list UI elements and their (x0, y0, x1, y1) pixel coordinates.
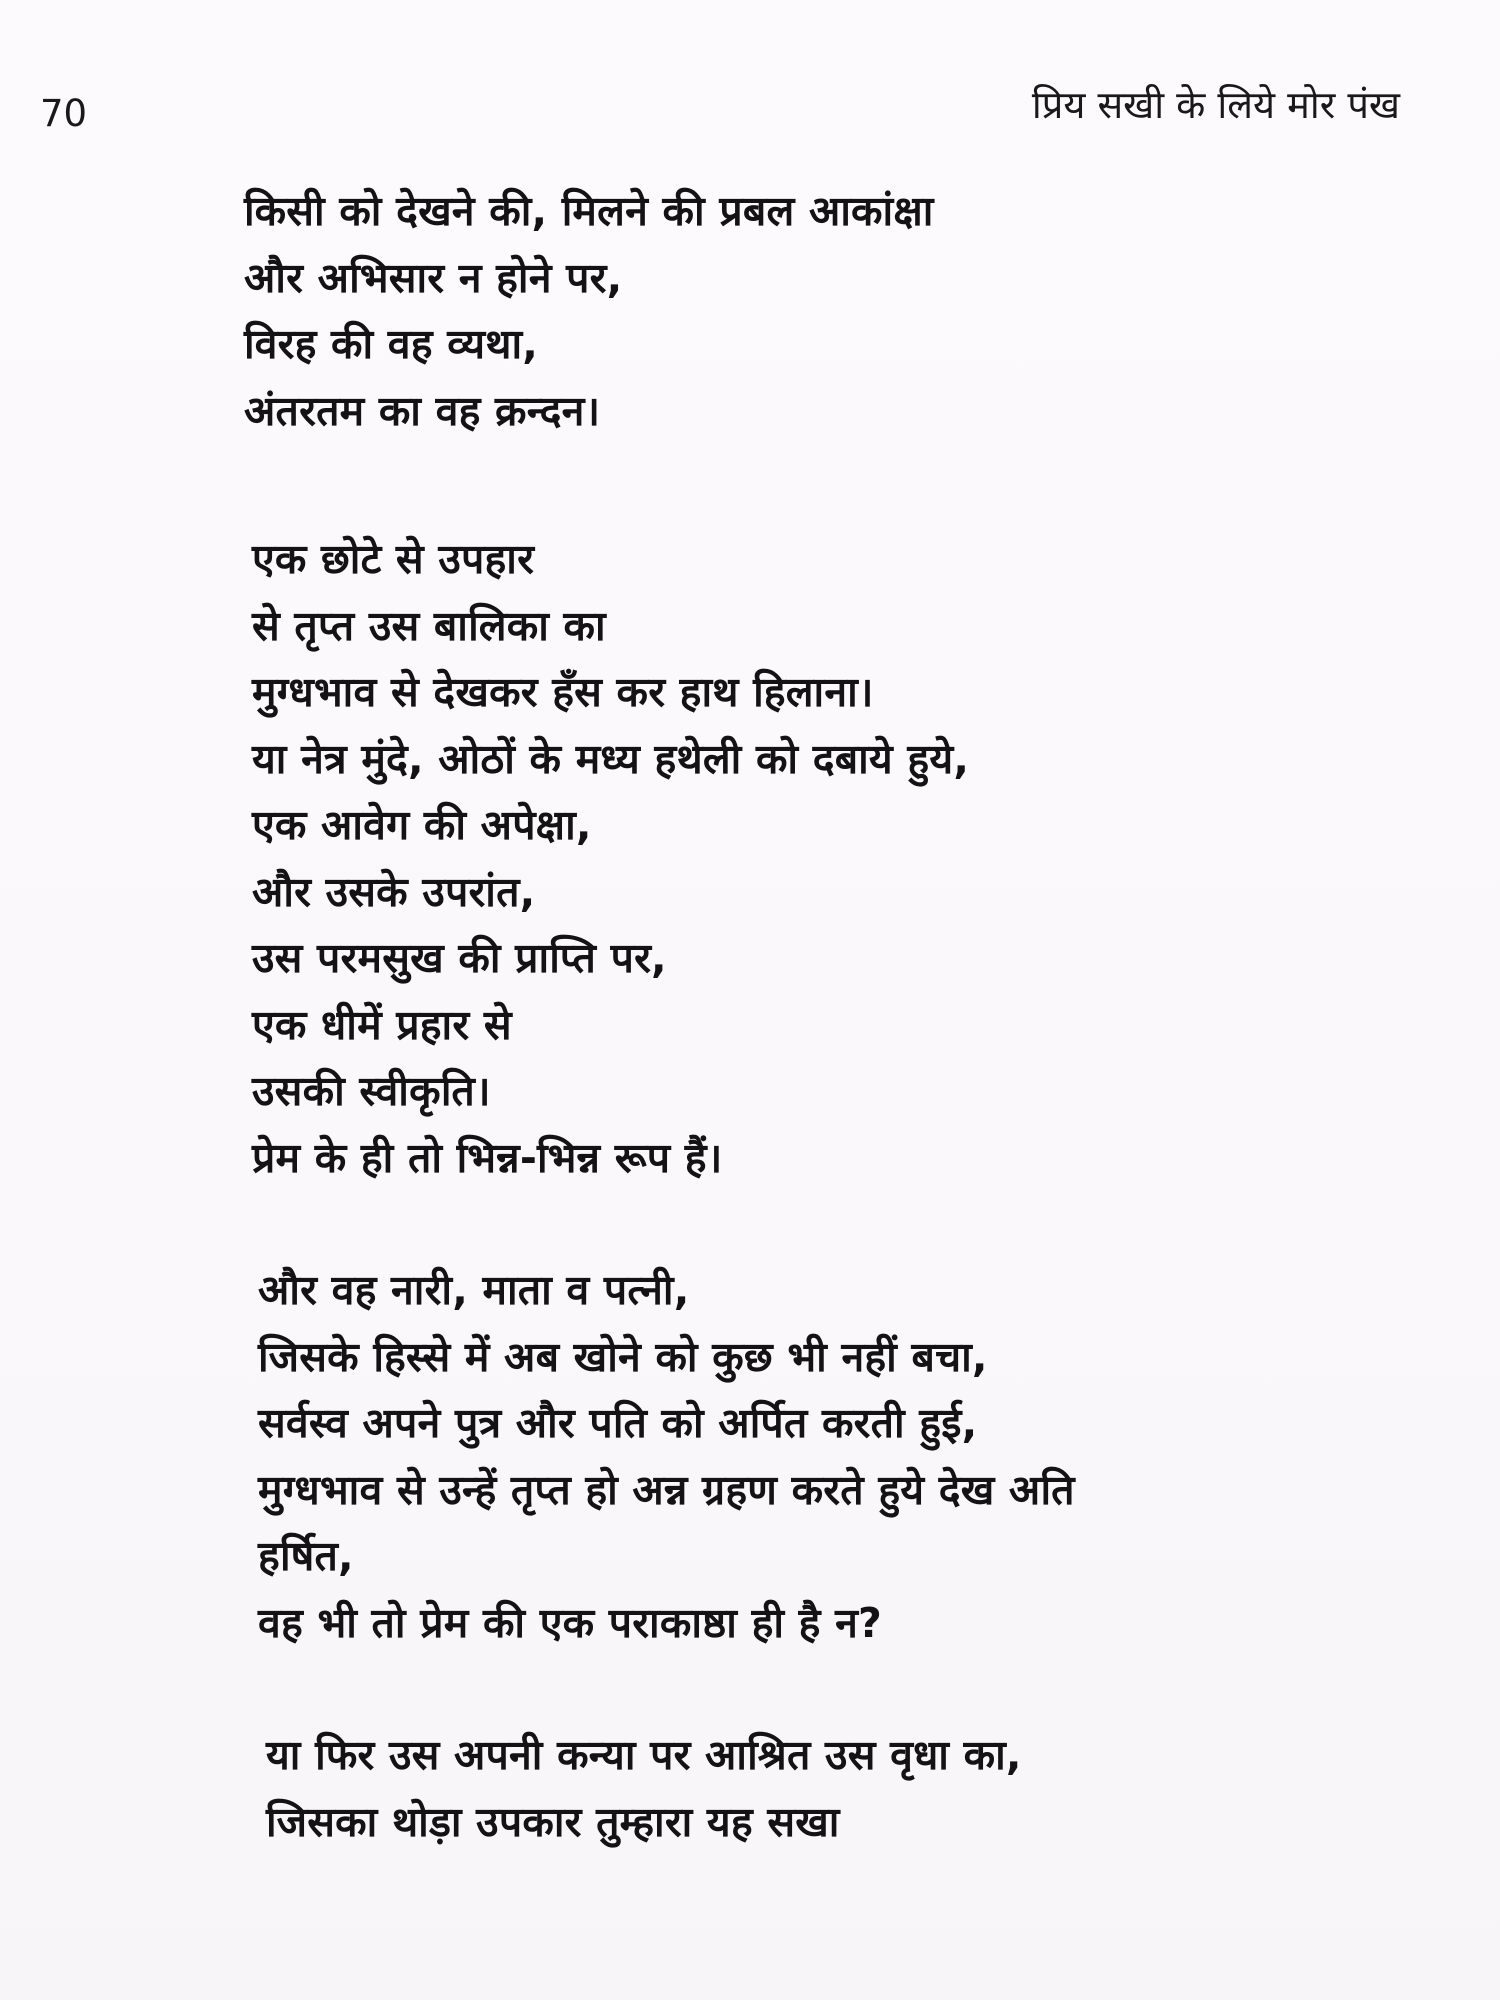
poem-line: या नेत्र मुंदे, ओठों के मध्य हथेली को दबाये हुये, (252, 734, 970, 783)
poem-line: से तृप्त उस बालिका का (252, 601, 606, 650)
poem-line: किसी को देखने की, मिलने की प्रबल आकांक्षा (244, 187, 934, 235)
poem-line: मुग्धभाव से देखकर हँस कर हाथ हिलाना। (252, 668, 874, 716)
stanza-1 (244, 178, 1444, 444)
poem-line: एक धीमें प्रहार से (252, 1000, 512, 1049)
poem-line: एक आवेग की अपेक्षा, (252, 801, 592, 849)
stanza-2 (252, 526, 1444, 1191)
poem-line: प्रेम के ही तो भिन्न-भिन्न रूप हैं। (252, 1133, 723, 1182)
poem-line: अंतरतम का वह क्रन्दन। (244, 386, 601, 435)
poem-body (244, 178, 1444, 1855)
stanza-4 (266, 1722, 1444, 1855)
poem-line: जिसके हिस्से में अब खोने को कुछ भी नहीं बचा, (258, 1332, 988, 1381)
page-number: 70 (40, 92, 88, 135)
poem-line: और वह नारी, माता व पत्नी, (258, 1266, 690, 1314)
poem-line: विरह की वह व्यथा, (244, 320, 539, 368)
poem-line: जिसका थोड़ा उपकार तुम्हारा यह सखा (266, 1797, 840, 1846)
poem-line: मुग्धभाव से उन्हें तृप्त हो अन्न ग्रहण करते हुये देख अति (258, 1465, 1075, 1514)
running-title: प्रिय सखी के लिये मोर पंख (1031, 83, 1400, 127)
poem-line: एक छोटे से उपहार (252, 535, 535, 583)
poem-line: वह भी तो प्रेम की एक पराकाष्ठा ही है न? (258, 1598, 883, 1647)
poem-line: और उसके उपरांत, (252, 867, 536, 916)
poem-line: उसकी स्वीकृति। (252, 1067, 491, 1115)
poem-line: और अभिसार न होने पर, (244, 253, 623, 302)
poem-line: सर्वस्व अपने पुत्र और पति को अर्पित करती हुई, (258, 1399, 978, 1447)
stanza-3 (258, 1257, 1444, 1656)
poem-line: हर्षित, (258, 1532, 354, 1580)
poem-line: या फिर उस अपनी कन्या पर आश्रित उस वृधा का, (266, 1731, 1022, 1779)
poem-line: उस परमसुख की प्राप्ति पर, (252, 934, 667, 982)
